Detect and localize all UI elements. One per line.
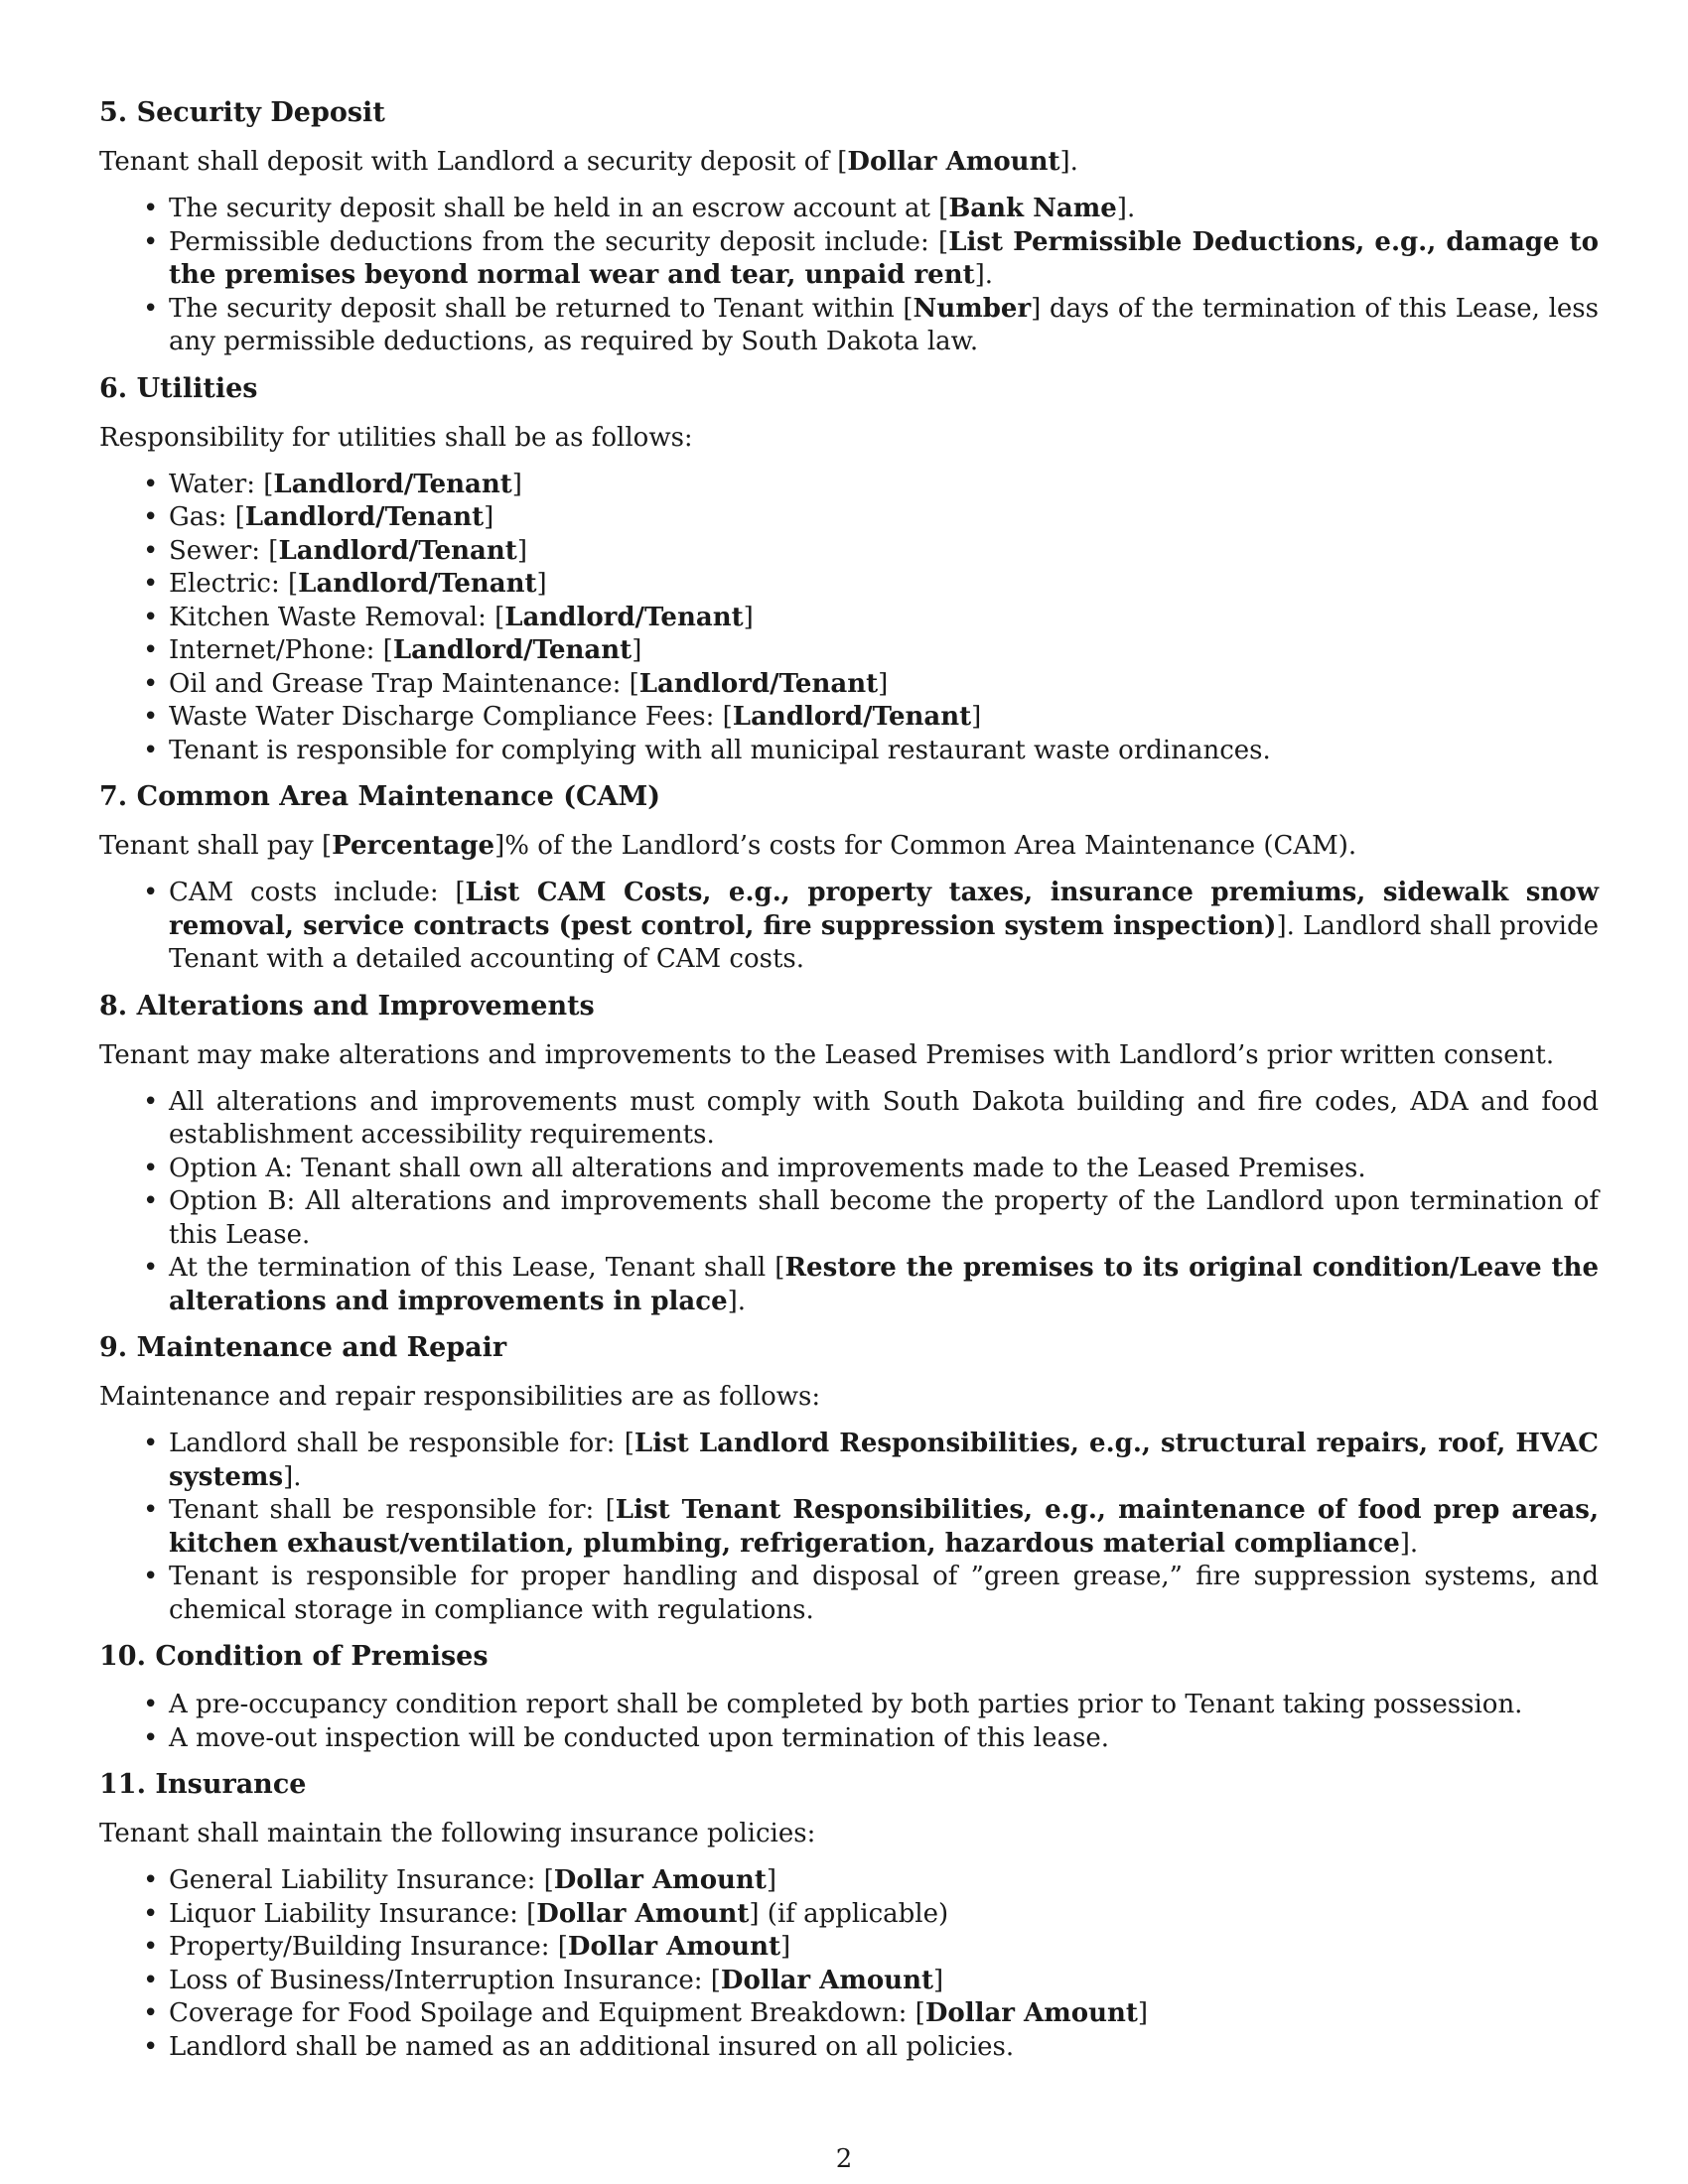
text-run: ] [971, 702, 982, 732]
section [99, 1639, 1599, 1755]
placeholder-field: Landlord/Tenant [278, 535, 517, 566]
list-item [99, 1185, 1599, 1252]
placeholder-field: Dollar Amount [720, 1965, 934, 1995]
placeholder-field: Landlord/Tenant [392, 635, 633, 665]
list-item [99, 1086, 1599, 1153]
text-run: Water: [ [169, 469, 274, 499]
section-intro [99, 1038, 1599, 1072]
placeholder-field: List Landlord Responsibilities, e.g., structural repairs, roof, HVAC systems [169, 1429, 1599, 1492]
bullet-list [99, 1428, 1599, 1627]
text-run: Internet/Phone: [ [169, 635, 393, 665]
text-run: All alterations and improvements must comply with South Dakota building and fire codes, ADA and food establishment accessibility requirements. [169, 1086, 1599, 1150]
list-item [99, 1965, 1599, 1998]
text-run: Waste Water Discharge Compliance Fees: [ [169, 702, 733, 732]
section-heading: 7. Common Area Maintenance (CAM) [99, 781, 661, 812]
list-item [99, 1689, 1599, 1722]
list-item [99, 1561, 1599, 1627]
text-run: ]. [1116, 194, 1136, 223]
text-run: ] days of the termination of this Lease, less any permissible deductions, as required by South Dakota law. [169, 293, 1599, 356]
section [99, 989, 1599, 1319]
text-run: Landlord shall be named as an additional insured on all policies. [169, 2031, 1015, 2062]
section [99, 779, 1599, 977]
list-item [99, 1931, 1599, 1965]
text-run: ] [511, 469, 522, 499]
placeholder-field: Dollar Amount [847, 147, 1060, 177]
section-intro [99, 829, 1599, 863]
text-run: General Liability Insurance: [ [169, 1865, 554, 1895]
text-run: Tenant shall deposit with Landlord a security deposit of [ [99, 147, 848, 177]
list-item [99, 2031, 1599, 2065]
placeholder-field: Dollar Amount [567, 1932, 781, 1962]
text-run: ]. [1059, 147, 1078, 177]
list-item [99, 469, 1599, 502]
section-intro [99, 421, 1599, 455]
list-item [99, 226, 1599, 293]
text-run: Tenant is responsible for complying with all municipal restaurant waste ordinances. [169, 735, 1271, 765]
placeholder-field: List CAM Costs, e.g., property taxes, insurance premiums, sidewalk snow removal, service contracts (pest control, fire suppression system inspection) [169, 878, 1599, 941]
section-heading: 8. Alterations and Improvements [99, 990, 595, 1022]
placeholder-field: Landlord/Tenant [298, 569, 537, 599]
section [99, 1767, 1599, 2064]
text-run: Tenant shall maintain the following insurance policies: [99, 1819, 816, 1848]
list-item [99, 1494, 1599, 1561]
text-run: ]. [727, 1286, 747, 1316]
text-run: ]. [974, 260, 994, 290]
list-item [99, 501, 1599, 535]
bullet-list [99, 1689, 1599, 1755]
text-run: Property/Building Insurance: [ [169, 1932, 568, 1962]
section-intro [99, 145, 1599, 179]
section-heading: 10. Condition of Premises [99, 1641, 489, 1672]
text-run: ] [878, 668, 889, 699]
text-run: Electric: [ [169, 569, 299, 599]
text-run: A pre-occupancy condition report shall be completed by both parties prior to Tenant taking possession. [169, 1690, 1523, 1719]
text-run: Tenant shall pay [ [99, 831, 333, 861]
section-intro [99, 1380, 1599, 1414]
placeholder-field: Landlord/Tenant [732, 702, 972, 732]
list-item [99, 1722, 1599, 1756]
text-run: Loss of Business/Interruption Insurance: [ [169, 1965, 721, 1995]
bullet-list [99, 877, 1599, 977]
list-item [99, 668, 1599, 702]
text-run: Gas: [ [169, 502, 245, 532]
text-run: The security deposit shall be returned to Tenant within [ [169, 293, 914, 324]
text-run: ] [743, 602, 754, 632]
section-heading: 9. Maintenance and Repair [99, 1332, 507, 1363]
text-run: Oil and Grease Trap Maintenance: [ [169, 668, 639, 699]
text-run: Coverage for Food Spoilage and Equipment Breakdown: [ [169, 1998, 925, 2028]
text-run: ] [484, 502, 494, 532]
text-run: Option A: Tenant shall own all alterations and improvements made to the Leased Premises. [169, 1153, 1366, 1183]
list-item [99, 1252, 1599, 1318]
text-run: A move-out inspection will be conducted upon termination of this lease. [169, 1722, 1109, 1753]
bullet-list [99, 469, 1599, 768]
section-heading: 6. Utilities [99, 372, 258, 404]
text-run: Tenant may make alterations and improvements to the Leased Premises with Landlord’s prior written consent. [99, 1039, 1555, 1070]
placeholder-field: Landlord/Tenant [504, 602, 744, 632]
section-heading: 11. Insurance [99, 1769, 307, 1800]
text-run: ] [933, 1965, 944, 1995]
placeholder-field: List Tenant Responsibilities, e.g., maintenance of food prep areas, kitchen exhaust/ventilation, plumbing, refrigeration, hazardous material compliance [169, 1495, 1599, 1559]
text-run: Liquor Liability Insurance: [ [169, 1898, 537, 1929]
text-run: CAM costs include: [ [169, 878, 466, 907]
text-run: The security deposit shall be held in an escrow account at [ [169, 194, 949, 223]
placeholder-field: List Permissible Deductions, e.g., damage to the premises beyond normal wear and tear, unpaid rent [169, 226, 1599, 290]
list-item [99, 877, 1599, 977]
placeholder-field: Dollar Amount [536, 1898, 750, 1929]
bullet-list [99, 1864, 1599, 2064]
placeholder-field: Landlord/Tenant [273, 469, 512, 499]
text-run: ] [766, 1865, 777, 1895]
placeholder-field: Landlord/Tenant [638, 668, 879, 699]
text-run: ]. [1399, 1528, 1419, 1559]
text-run: ] [516, 535, 527, 566]
section [99, 371, 1599, 768]
section-heading: 5. Security Deposit [99, 97, 385, 128]
bullet-list [99, 1086, 1599, 1319]
list-item [99, 1153, 1599, 1186]
list-item [99, 634, 1599, 668]
text-run: ] [780, 1932, 791, 1962]
text-run: ] [632, 635, 642, 665]
placeholder-field: Number [913, 293, 1032, 324]
text-run: Kitchen Waste Removal: [ [169, 602, 505, 632]
placeholder-field: Dollar Amount [553, 1865, 767, 1895]
placeholder-field: Percentage [332, 831, 495, 861]
text-run: Landlord shall be responsible for: [ [169, 1429, 634, 1458]
text-run: ] [536, 569, 547, 599]
text-run: Responsibility for utilities shall be as follows: [99, 422, 693, 453]
placeholder-field: Restore the premises to its original condition/Leave the alterations and improvements in place [169, 1253, 1599, 1316]
list-item [99, 293, 1599, 359]
list-item [99, 1898, 1599, 1932]
list-item [99, 1997, 1599, 2031]
list-item [99, 701, 1599, 735]
list-item [99, 193, 1599, 226]
section [99, 1330, 1599, 1627]
text-run: Permissible deductions from the security deposit include: [ [169, 226, 949, 257]
placeholder-field: Landlord/Tenant [244, 502, 485, 532]
list-item [99, 568, 1599, 602]
text-run: ] (if applicable) [749, 1898, 949, 1929]
text-run: Option B: All alterations and improvements shall become the property of the Landlord upon termination of this Lease. [169, 1186, 1599, 1250]
list-item [99, 1864, 1599, 1898]
placeholder-field: Bank Name [948, 194, 1117, 223]
list-item [99, 535, 1599, 569]
text-run: ]. [283, 1461, 302, 1492]
list-item [99, 1428, 1599, 1494]
list-item [99, 602, 1599, 635]
text-run: Tenant is responsible for proper handling and disposal of ”green grease,” fire suppression systems, and chemical storage in compliance with regulations. [169, 1562, 1599, 1625]
document-body [99, 95, 1599, 2076]
text-run: Sewer: [ [169, 535, 279, 566]
text-run: ]% of the Landlord’s costs for Common Area Maintenance (CAM). [494, 831, 1357, 861]
section-intro [99, 1817, 1599, 1850]
text-run: At the termination of this Lease, Tenant shall [ [169, 1253, 785, 1283]
placeholder-field: Dollar Amount [924, 1998, 1138, 2028]
text-run: Maintenance and repair responsibilities are as follows: [99, 1382, 821, 1412]
text-run: ] [1137, 1998, 1149, 2028]
section [99, 95, 1599, 359]
text-run: ]. Landlord shall provide Tenant with a detailed accounting of CAM costs. [169, 910, 1599, 974]
list-item [99, 735, 1599, 768]
bullet-list [99, 193, 1599, 359]
page-number: 2 [835, 2144, 853, 2174]
text-run: Tenant shall be responsible for: [ [169, 1495, 616, 1525]
